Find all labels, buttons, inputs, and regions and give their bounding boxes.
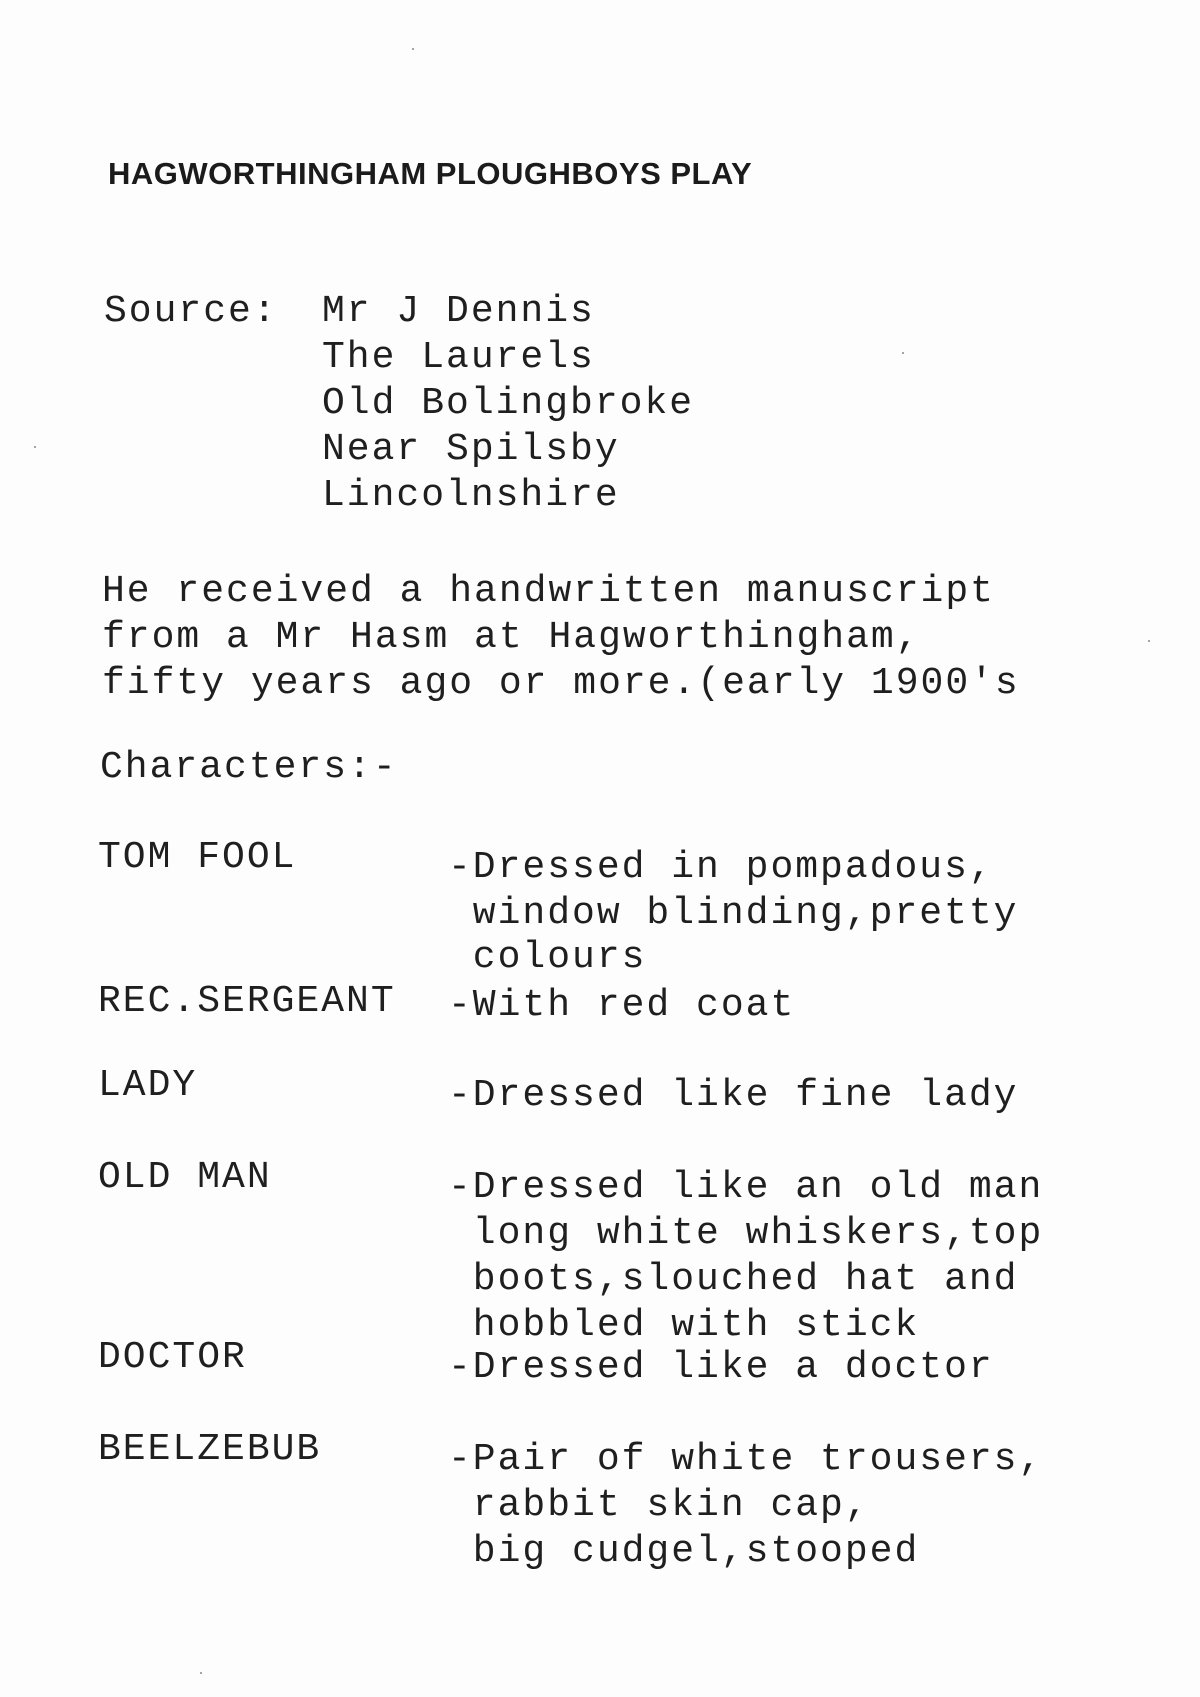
character-description: hobbled with stick bbox=[448, 1304, 920, 1347]
paragraph-line: from a Mr Hasm at Hagworthingham, bbox=[102, 616, 921, 659]
source-line: Near Spilsby bbox=[322, 428, 620, 471]
document-title: HAGWORTHINGHAM PLOUGHBOYS PLAY bbox=[108, 156, 753, 191]
scan-speck bbox=[34, 446, 36, 448]
scan-speck bbox=[200, 1672, 202, 1674]
character-description: boots,slouched hat and bbox=[448, 1258, 1019, 1301]
character-description: -Pair of white trousers, bbox=[448, 1438, 1044, 1481]
character-description: -Dressed in pompadous, bbox=[448, 846, 994, 889]
character-description: -Dressed like a doctor bbox=[448, 1346, 994, 1389]
character-name: BEELZEBUB bbox=[98, 1428, 322, 1471]
character-description: rabbit skin cap, bbox=[448, 1484, 870, 1527]
source-label: Source: bbox=[104, 290, 278, 333]
character-name: DOCTOR bbox=[98, 1336, 247, 1379]
characters-heading: Characters:- bbox=[100, 746, 398, 789]
character-description: big cudgel,stooped bbox=[448, 1530, 920, 1573]
character-name: LADY bbox=[98, 1064, 198, 1107]
source-line: Lincolnshire bbox=[322, 474, 620, 517]
character-description: -Dressed like fine lady bbox=[448, 1074, 1019, 1117]
character-description: colours bbox=[448, 936, 647, 979]
character-description: -With red coat bbox=[448, 984, 796, 1027]
character-name: OLD MAN bbox=[98, 1156, 272, 1199]
character-name: TOM FOOL bbox=[98, 836, 297, 879]
scan-speck bbox=[1148, 640, 1150, 642]
paragraph-line: He received a handwritten manuscript bbox=[102, 570, 995, 613]
character-description: window blinding,pretty bbox=[448, 892, 1019, 935]
character-name: REC.SERGEANT bbox=[98, 980, 396, 1023]
source-line: Mr J Dennis bbox=[322, 290, 595, 333]
character-description: -Dressed like an old man bbox=[448, 1166, 1044, 1209]
scan-speck bbox=[902, 352, 904, 354]
character-description: long white whiskers,top bbox=[448, 1212, 1044, 1255]
source-line: The Laurels bbox=[322, 336, 595, 379]
source-line: Old Bolingbroke bbox=[322, 382, 695, 425]
paragraph-line: fifty years ago or more.(early 1900's bbox=[102, 662, 1020, 705]
scan-speck bbox=[412, 48, 414, 50]
